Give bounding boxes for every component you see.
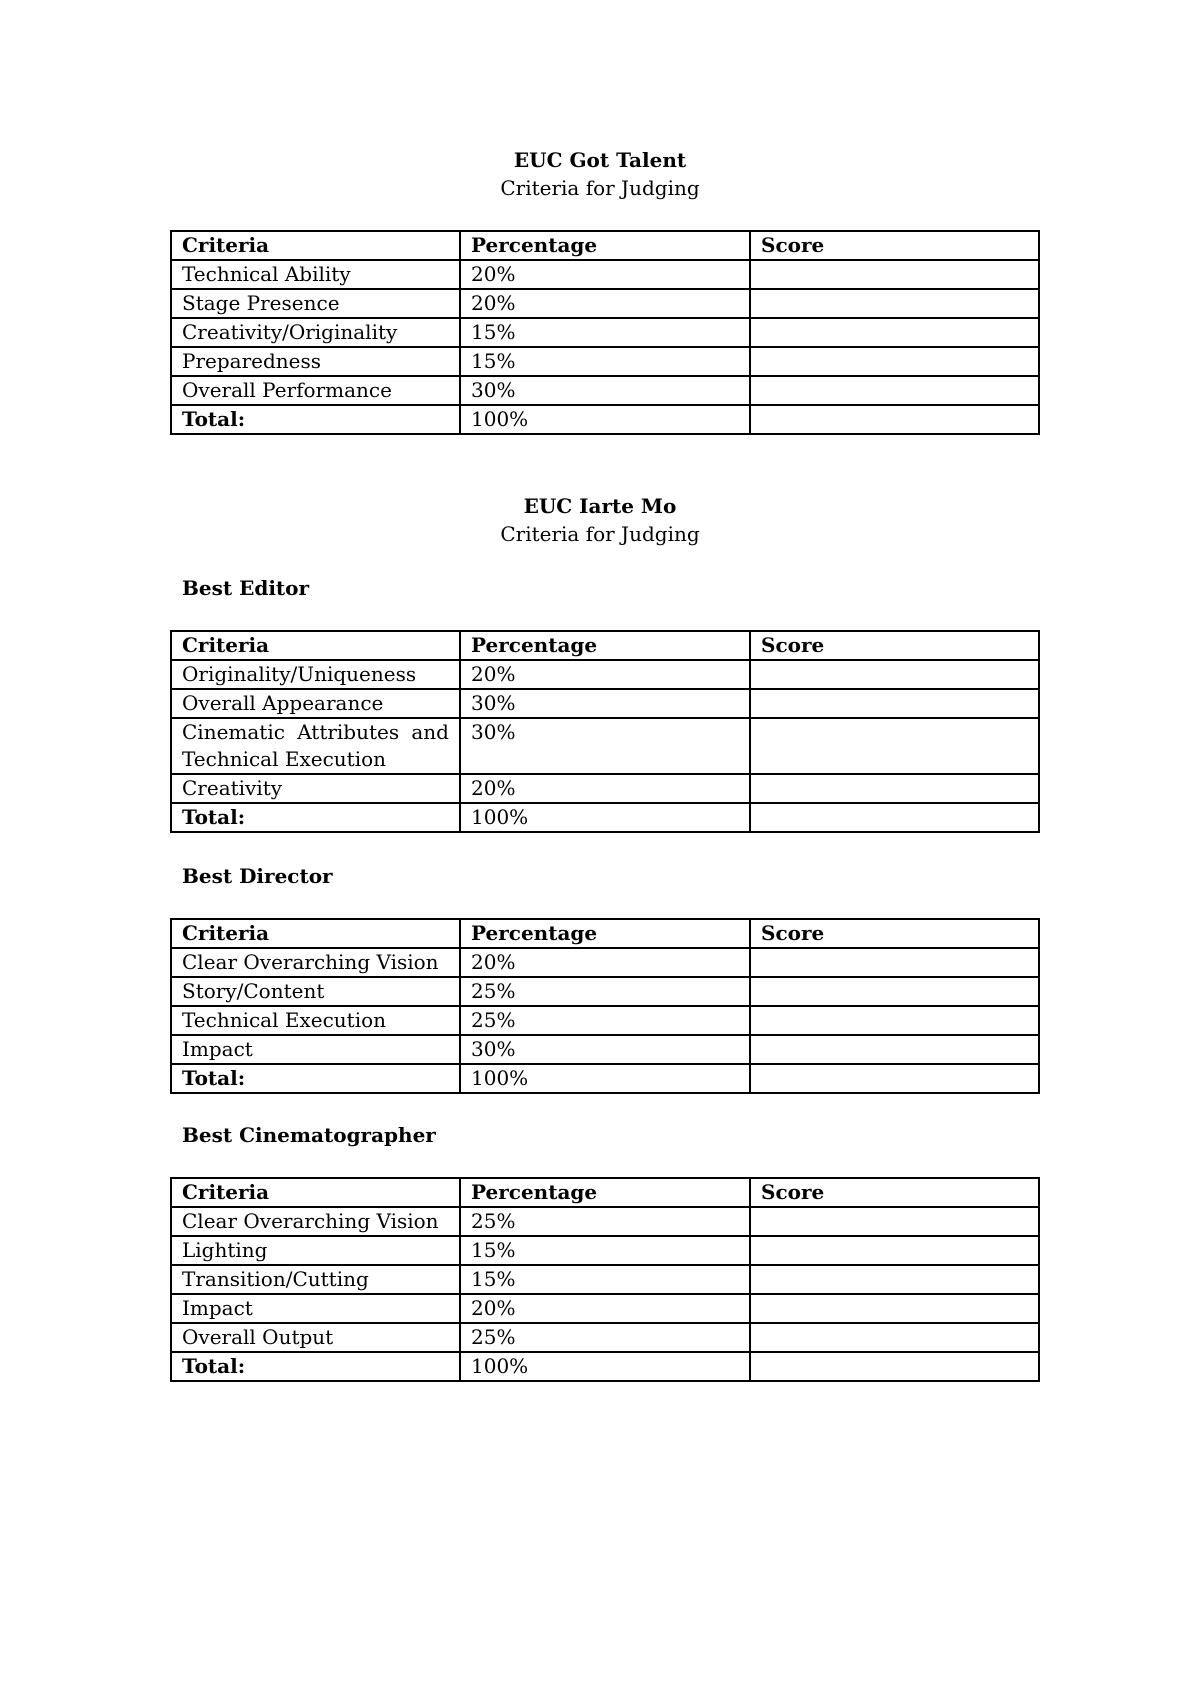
table-header-row	[171, 919, 1039, 948]
table-row	[171, 660, 1039, 689]
score-header: Score	[750, 1178, 1039, 1207]
percentage-cell: 20%	[460, 1294, 750, 1323]
criteria-cell: Technical Ability	[171, 260, 460, 289]
percentage-header: Percentage	[460, 231, 750, 260]
total-label: Total:	[171, 405, 460, 434]
percentage-cell: 30%	[460, 718, 750, 774]
best-director-criteria-table	[170, 918, 1040, 1094]
table-row	[171, 1035, 1039, 1064]
criteria-cell: Impact	[171, 1035, 460, 1064]
total-score-cell[interactable]	[750, 803, 1039, 832]
score-cell[interactable]	[750, 347, 1039, 376]
score-cell[interactable]	[750, 718, 1039, 774]
total-row	[171, 1064, 1039, 1093]
total-label: Total:	[171, 803, 460, 832]
table-row	[171, 1207, 1039, 1236]
percentage-cell: 30%	[460, 1035, 750, 1064]
criteria-cell: Clear Overarching Vision	[171, 948, 460, 977]
score-cell[interactable]	[750, 1323, 1039, 1352]
criteria-cell: Lighting	[171, 1236, 460, 1265]
best-cinematographer-label: Best Cinematographer	[182, 1123, 436, 1147]
percentage-cell: 15%	[460, 1265, 750, 1294]
criteria-header: Criteria	[171, 631, 460, 660]
percentage-cell: 25%	[460, 1323, 750, 1352]
table-row	[171, 718, 1039, 774]
iarte-mo-subtitle: Criteria for Judging	[500, 522, 700, 546]
total-percentage: 100%	[460, 405, 750, 434]
criteria-cell: Impact	[171, 1294, 460, 1323]
criteria-cell: Creativity/Originality	[171, 318, 460, 347]
percentage-header: Percentage	[460, 631, 750, 660]
score-header: Score	[750, 231, 1039, 260]
table-row	[171, 347, 1039, 376]
score-cell[interactable]	[750, 1294, 1039, 1323]
criteria-cell: Overall Output	[171, 1323, 460, 1352]
table-row	[171, 289, 1039, 318]
score-cell[interactable]	[750, 948, 1039, 977]
criteria-cell: Creativity	[171, 774, 460, 803]
score-cell[interactable]	[750, 1236, 1039, 1265]
table-row	[171, 1294, 1039, 1323]
total-score-cell[interactable]	[750, 1064, 1039, 1093]
total-label: Total:	[171, 1064, 460, 1093]
table-row	[171, 774, 1039, 803]
score-cell[interactable]	[750, 774, 1039, 803]
percentage-cell: 15%	[460, 318, 750, 347]
total-row	[171, 1352, 1039, 1381]
table-header-row	[171, 631, 1039, 660]
best-director-label: Best Director	[182, 864, 333, 888]
criteria-cell: Transition/Cutting	[171, 1265, 460, 1294]
criteria-cell: Originality/Uniqueness	[171, 660, 460, 689]
score-cell[interactable]	[750, 1035, 1039, 1064]
total-row	[171, 405, 1039, 434]
percentage-cell: 25%	[460, 1207, 750, 1236]
criteria-header: Criteria	[171, 1178, 460, 1207]
got-talent-criteria-table	[170, 230, 1040, 435]
total-score-cell[interactable]	[750, 1352, 1039, 1381]
table-row	[171, 1006, 1039, 1035]
percentage-cell: 20%	[460, 260, 750, 289]
criteria-cell: Overall Performance	[171, 376, 460, 405]
score-cell[interactable]	[750, 660, 1039, 689]
score-cell[interactable]	[750, 318, 1039, 347]
percentage-cell: 20%	[460, 289, 750, 318]
percentage-cell: 15%	[460, 347, 750, 376]
got-talent-subtitle: Criteria for Judging	[500, 176, 700, 200]
criteria-header: Criteria	[171, 231, 460, 260]
total-percentage: 100%	[460, 803, 750, 832]
table-row	[171, 948, 1039, 977]
percentage-cell: 25%	[460, 977, 750, 1006]
table-row	[171, 376, 1039, 405]
criteria-header: Criteria	[171, 919, 460, 948]
table-header-row	[171, 1178, 1039, 1207]
best-editor-label: Best Editor	[182, 576, 310, 600]
criteria-cell: Overall Appearance	[171, 689, 460, 718]
percentage-cell: 25%	[460, 1006, 750, 1035]
table-row	[171, 260, 1039, 289]
table-row	[171, 977, 1039, 1006]
best-editor-criteria-table	[170, 630, 1040, 833]
score-cell[interactable]	[750, 260, 1039, 289]
table-row	[171, 1236, 1039, 1265]
table-header-row	[171, 231, 1039, 260]
best-cinematographer-criteria-table	[170, 1177, 1040, 1382]
percentage-header: Percentage	[460, 919, 750, 948]
criteria-cell: Preparedness	[171, 347, 460, 376]
total-percentage: 100%	[460, 1352, 750, 1381]
total-label: Total:	[171, 1352, 460, 1381]
percentage-header: Percentage	[460, 1178, 750, 1207]
got-talent-title: EUC Got Talent	[513, 148, 687, 172]
score-cell[interactable]	[750, 1265, 1039, 1294]
iarte-mo-title: EUC Iarte Mo	[523, 494, 677, 518]
table-row	[171, 1265, 1039, 1294]
total-percentage: 100%	[460, 1064, 750, 1093]
percentage-cell: 30%	[460, 376, 750, 405]
table-row	[171, 1323, 1039, 1352]
score-cell[interactable]	[750, 689, 1039, 718]
score-cell[interactable]	[750, 1207, 1039, 1236]
table-row	[171, 318, 1039, 347]
percentage-cell: 20%	[460, 660, 750, 689]
criteria-cell: Stage Presence	[171, 289, 460, 318]
percentage-cell: 30%	[460, 689, 750, 718]
score-header: Score	[750, 919, 1039, 948]
total-row	[171, 803, 1039, 832]
score-cell[interactable]	[750, 1006, 1039, 1035]
score-cell[interactable]	[750, 289, 1039, 318]
percentage-cell: 15%	[460, 1236, 750, 1265]
percentage-cell: 20%	[460, 948, 750, 977]
got-talent-heading	[0, 146, 1200, 202]
criteria-cell: Clear Overarching Vision	[171, 1207, 460, 1236]
total-score-cell[interactable]	[750, 405, 1039, 434]
criteria-cell: Story/Content	[171, 977, 460, 1006]
score-cell[interactable]	[750, 977, 1039, 1006]
criteria-cell: Technical Execution	[171, 1006, 460, 1035]
score-header: Score	[750, 631, 1039, 660]
table-row	[171, 689, 1039, 718]
iarte-mo-heading	[0, 492, 1200, 548]
percentage-cell: 20%	[460, 774, 750, 803]
criteria-cell: Cinematic Attributes and Technical Execution	[171, 718, 460, 774]
score-cell[interactable]	[750, 376, 1039, 405]
